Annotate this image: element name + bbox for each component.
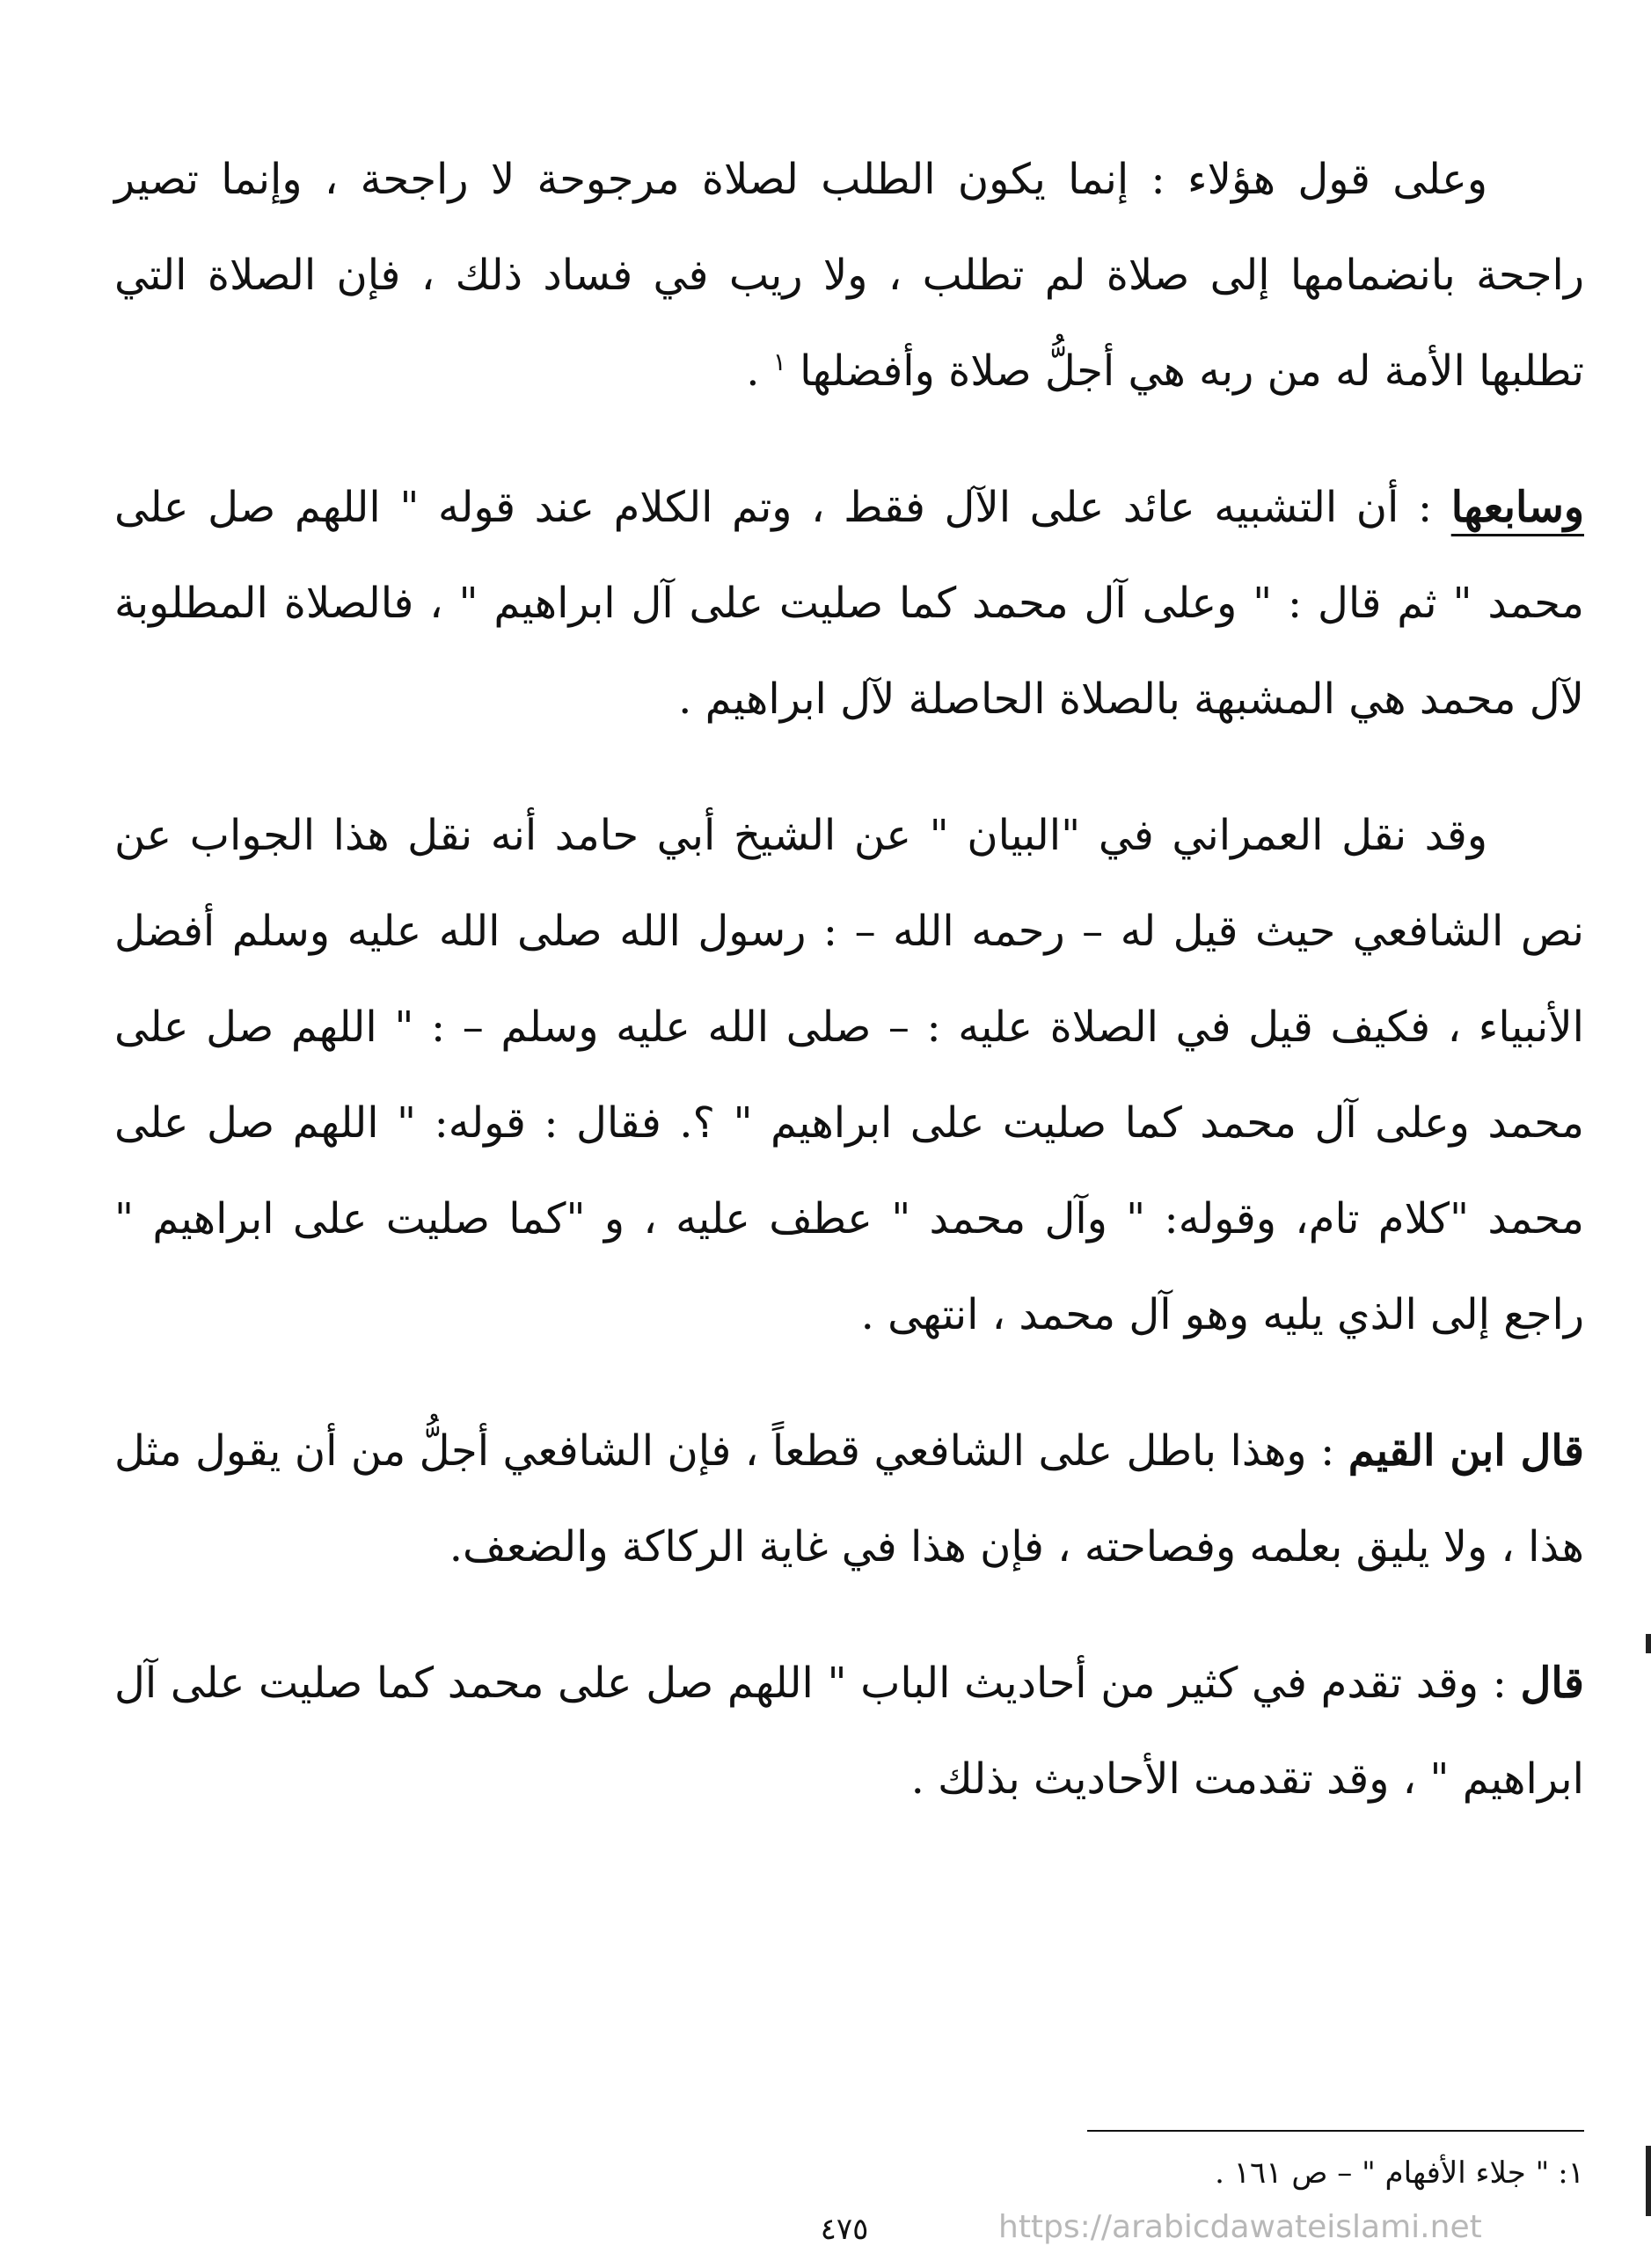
paragraph-5-lead: قال — [1520, 1659, 1584, 1708]
paragraph-1-end: . — [746, 346, 760, 396]
footnote-text: " جلاء الأفهام " – ص ١٦١ . — [1215, 2155, 1550, 2191]
footnote-reference: ١ — [772, 347, 786, 376]
paragraph-1 — [114, 132, 1584, 419]
paragraph-4-text: : وهذا باطل على الشافعي قطعاً ، فإن الشافعي أجلُّ من أن يقول مثل هذا ، ولا يليق بعلمه وفصاحته ، فإن هذا في غاية الركاكة والضعف. — [114, 1426, 1584, 1572]
paragraph-4-lead: قال ابن القيم — [1348, 1426, 1584, 1476]
scan-edge-mark — [1646, 1634, 1651, 1653]
paragraph-5-text: : وقد تقدم في كثير من أحاديث الباب " اللهم صل على محمد كما صليت على آل ابراهيم " ، وقد تقدمت الأحاديث بذلك . — [114, 1659, 1584, 1804]
paragraph-1-text: وعلى قول هؤلاء : إنما يكون الطلب لصلاة مرجوحة لا راجحة ، وإنما تصير راجحة بانضمامها إلى صلاة لم تطلب ، ولا ريب في فساد ذلك ، فإن الصلاة التي تطلبها الأمة له من ربه هي أجلُّ صلاة وأفضلها — [114, 155, 1585, 396]
footnote-divider — [1087, 2130, 1584, 2132]
footnote — [793, 2151, 1584, 2195]
paragraph-3 — [114, 788, 1584, 1363]
watermark-url: https://arabicdawateislami.net — [998, 2209, 1482, 2245]
footnote-label: ١: — [1558, 2155, 1584, 2191]
page-number: ٤٧٥ — [820, 2212, 869, 2247]
paragraph-4 — [114, 1404, 1584, 1595]
scan-edge-mark — [1646, 2146, 1651, 2216]
main-text — [114, 132, 1584, 1868]
paragraph-2-lead: وسابعها — [1450, 483, 1584, 532]
paragraph-3-text: وقد نقل العمراني في "البيان " عن الشيخ أبي حامد أنه نقل هذا الجواب عن نص الشافعي حيث قيل له – رحمه الله – : رسول الله صلى الله عليه وسلم أفضل الأنبياء ، فكيف قيل في الصلاة عليه : – صلى الله عليه وسلم – : " اللهم صل على محمد وعلى آل محمد كما صليت على ابراهيم " ؟. فقال : قوله: " اللهم صل على محمد "كلام تام، وقوله: " وآل محمد " عطف عليه ، و "كما صليت على ابراهيم " راجع إلى الذي يليه وهو آل محمد ، انتهى . — [114, 811, 1584, 1339]
paragraph-2-text: : أن التشبيه عائد على الآل فقط ، وتم الكلام عند قوله " اللهم صل على محمد " ثم قال : " وعلى آل محمد كما صليت على آل ابراهيم " ، فالصلاة المطلوبة لآل محمد هي المشبهة بالصلاة الحاصلة لآل ابراهيم . — [114, 483, 1584, 724]
paragraph-5 — [114, 1636, 1584, 1827]
paragraph-2 — [114, 460, 1584, 747]
